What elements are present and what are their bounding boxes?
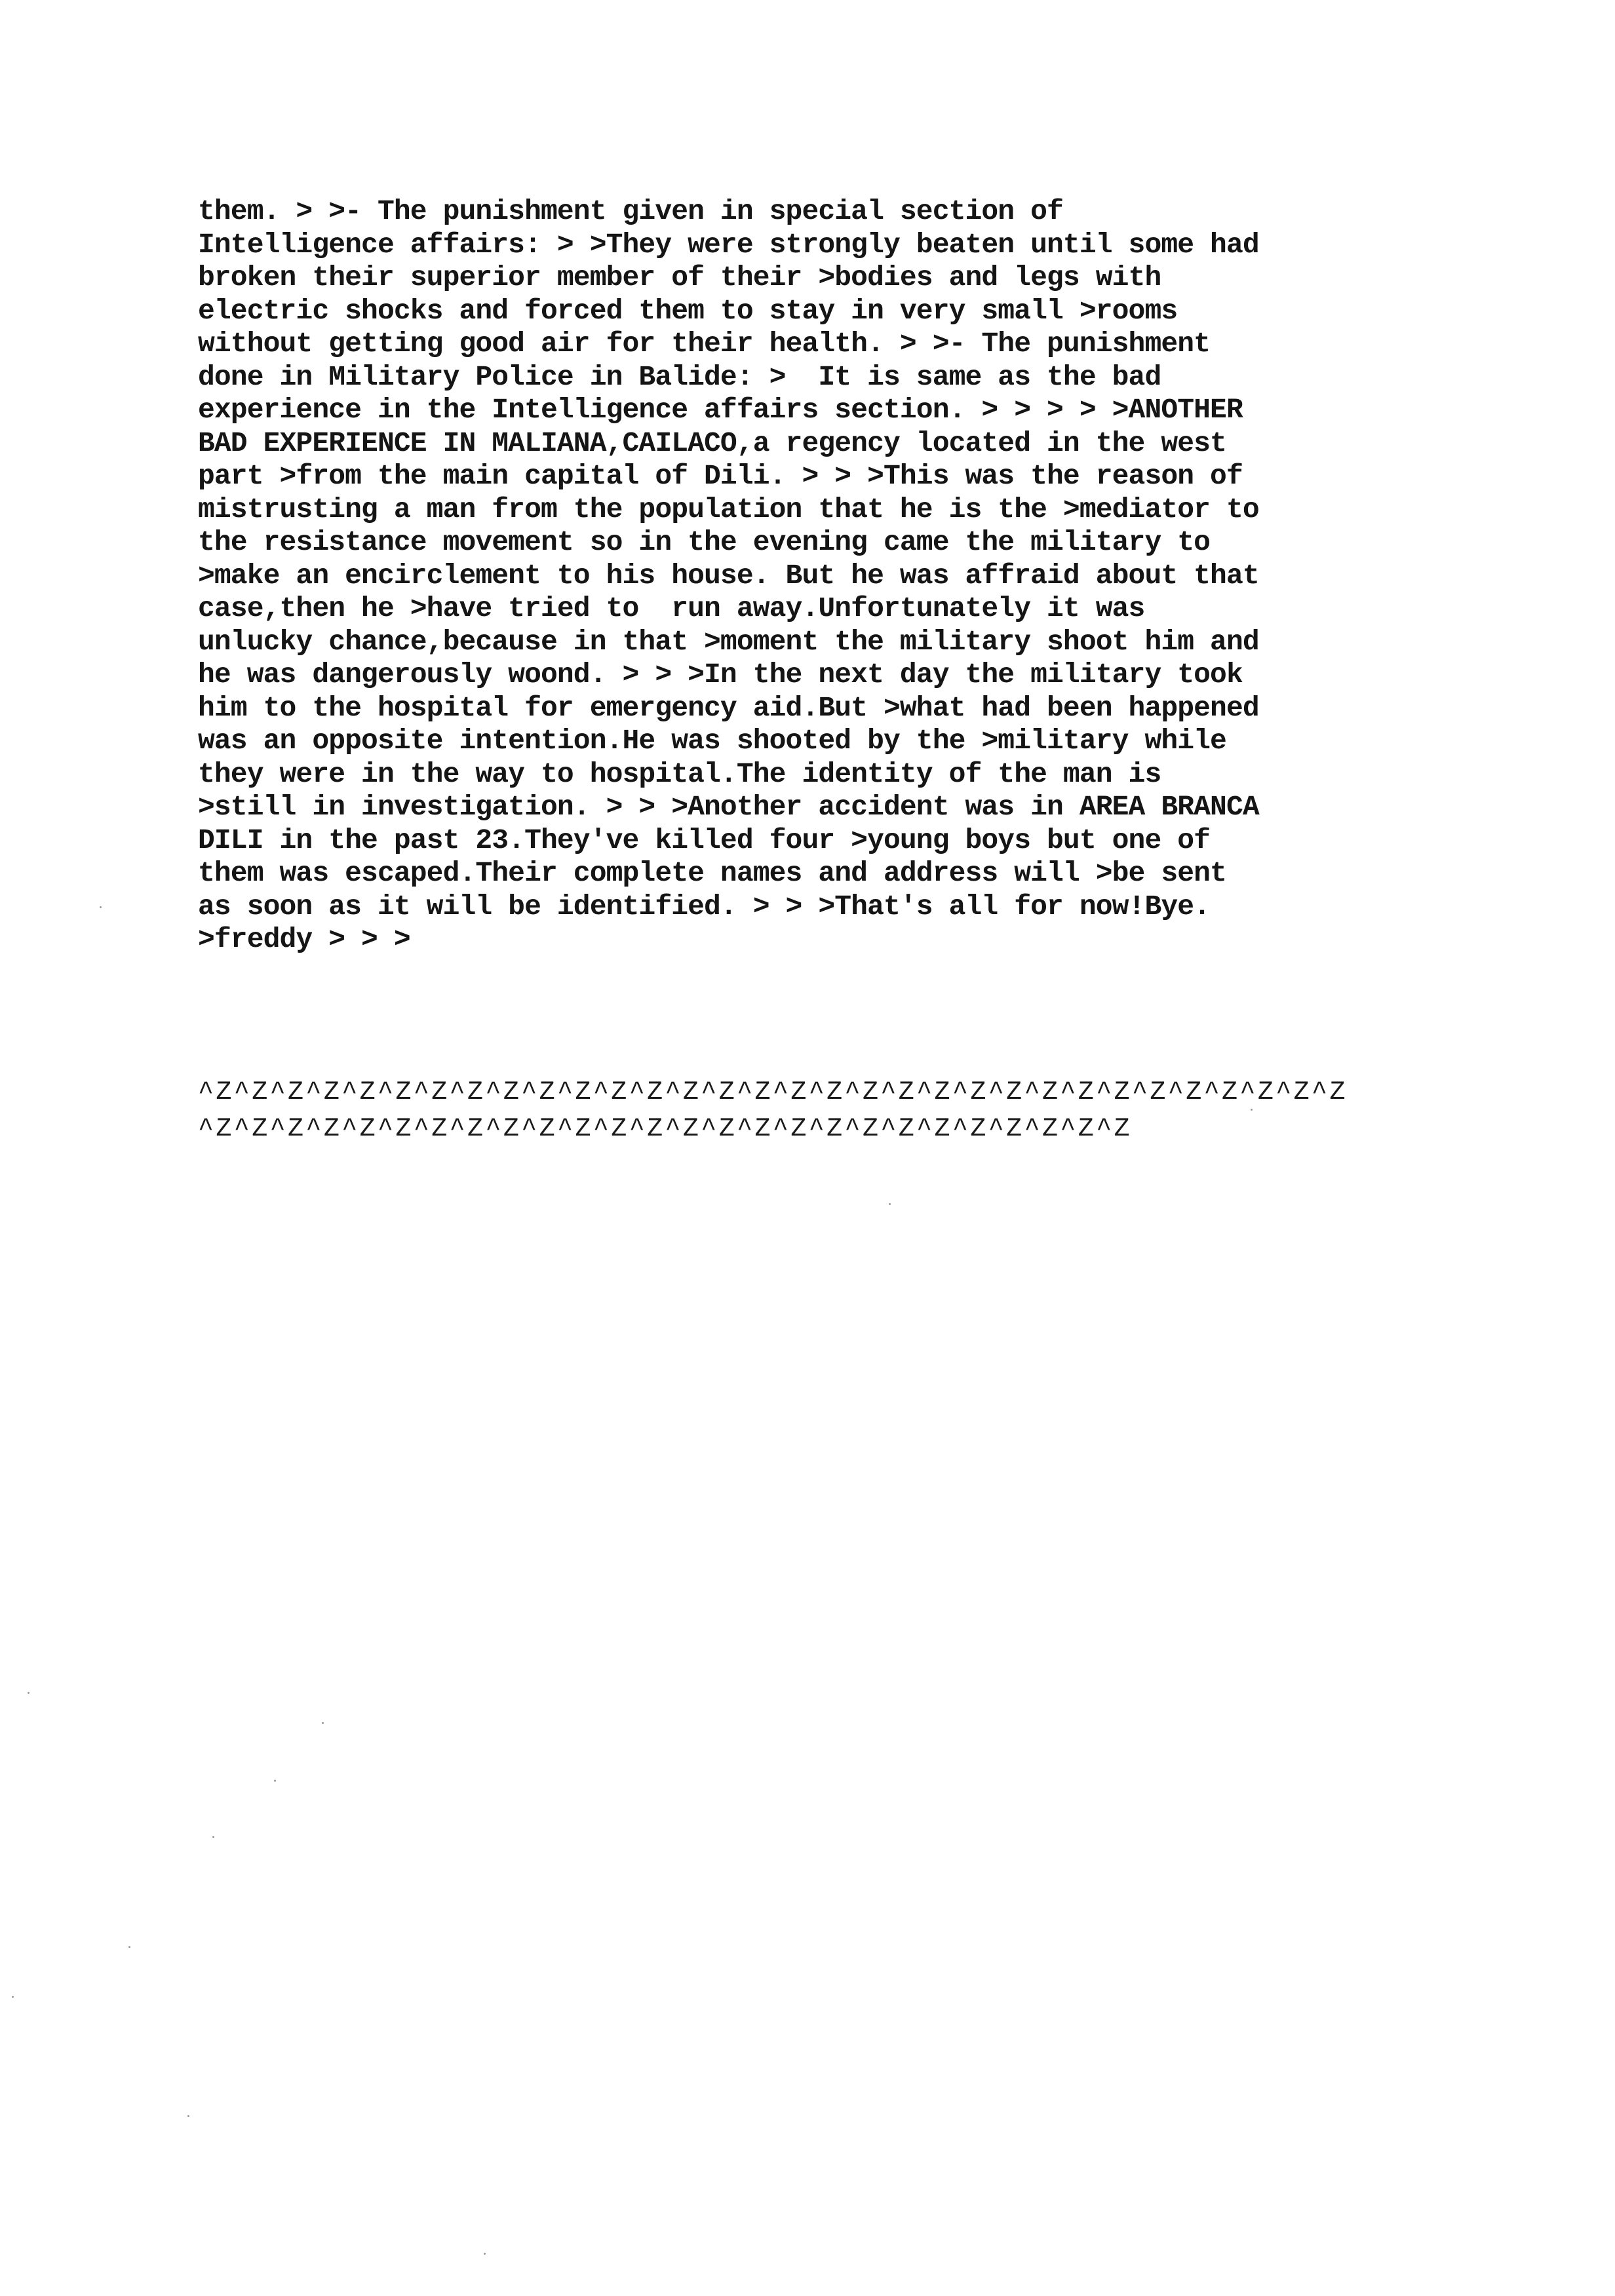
signature-line: >freddy > > > (198, 923, 410, 955)
body-line: him to the hospital for emergency aid.But >what had been happened (198, 691, 1259, 724)
scan-speck (12, 1996, 14, 1998)
scan-speck (889, 1203, 891, 1205)
body-line: the resistance movement so in the evening came the military to (198, 526, 1211, 558)
body-line: >make an encirclement to his house. But he was affraid about that (198, 559, 1259, 592)
body-line: experience in the Intelligence affairs section. > > > > >ANOTHER (198, 394, 1243, 426)
scan-speck (100, 906, 102, 908)
scan-speck (484, 2253, 486, 2255)
scan-speck (128, 1946, 130, 1948)
separator-line: ^Z^Z^Z^Z^Z^Z^Z^Z^Z^Z^Z^Z^Z^Z^Z^Z^Z^Z^Z^Z^Z^Z^Z^Z^Z^Z (198, 1115, 1133, 1144)
body-line: DILI in the past 23.They've killed four >young boys but one of (198, 824, 1211, 856)
body-line: broken their superior member of their >bodies and legs with (198, 261, 1161, 294)
scan-speck (274, 1780, 276, 1782)
body-line: electric shocks and forced them to stay in very small >rooms (198, 294, 1178, 327)
scan-speck (187, 2115, 189, 2117)
scan-speck (1251, 1109, 1253, 1111)
body-line: unlucky chance,because in that >moment the military shoot him and (198, 625, 1259, 658)
body-line: part >from the main capital of Dili. > > >This was the reason of (198, 460, 1243, 492)
body-line: he was dangerously woond. > > >In the next day the military took (198, 659, 1243, 691)
body-line: >still in investigation. > > >Another accident was in AREA BRANCA (198, 791, 1259, 823)
body-line: Intelligence affairs: > >They were strongly beaten until some had (198, 228, 1259, 261)
body-line: done in Military Police in Balide: > It is same as the bad (198, 360, 1161, 393)
body-line: them. > >- The punishment given in special section of (198, 195, 1063, 227)
scan-speck (28, 1692, 29, 1694)
scan-speck (322, 1722, 324, 1724)
separator-line: ^Z^Z^Z^Z^Z^Z^Z^Z^Z^Z^Z^Z^Z^Z^Z^Z^Z^Z^Z^Z^Z^Z^Z^Z^Z^Z^Z^Z^Z^Z^Z^Z (198, 1078, 1348, 1107)
body-line: without getting good air for their health. > >- The punishment (198, 328, 1211, 360)
body-line: they were in the way to hospital.The identity of the man is (198, 757, 1161, 790)
body-line: BAD EXPERIENCE IN MALIANA,CAILACO,a regency located in the west (198, 427, 1226, 459)
body-line: mistrusting a man from the population that he is the >mediator to (198, 493, 1259, 526)
control-z-separator (198, 1075, 1509, 1148)
body-line: them was escaped.Their complete names and address will >be sent (198, 857, 1226, 889)
scan-speck (212, 1836, 214, 1838)
body-line: as soon as it will be identified. > > >That's all for now!Bye. (198, 890, 1211, 923)
body-line: was an opposite intention.He was shooted by the >military while (198, 725, 1226, 757)
document-body (198, 195, 1509, 957)
body-line: case,then he >have tried to run away.Unfortunately it was (198, 592, 1145, 624)
